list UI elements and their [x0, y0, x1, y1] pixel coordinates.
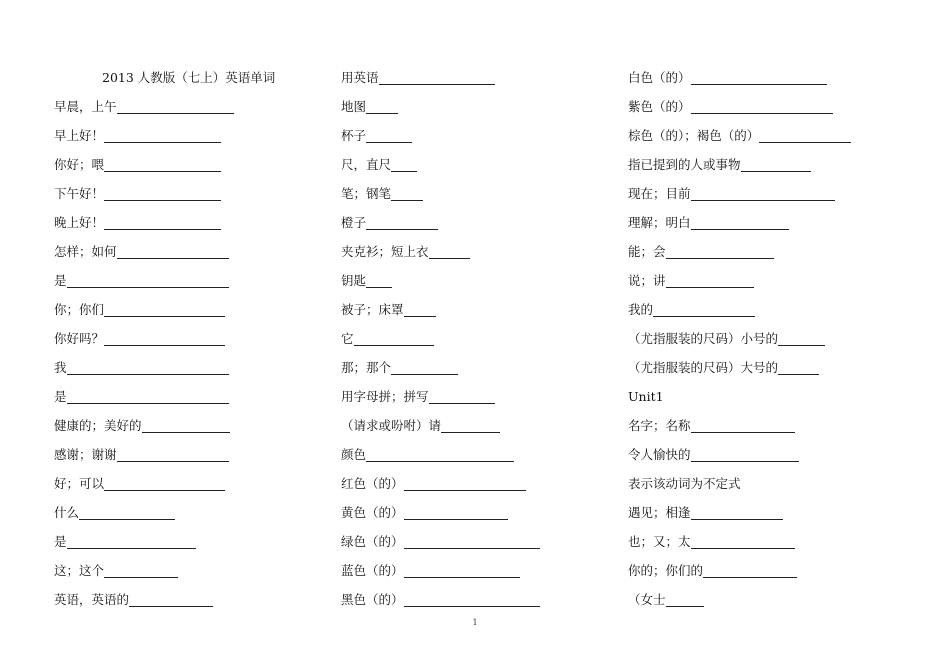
column-3 [628, 58, 918, 609]
vocab-prompt: 黑色（的） [341, 592, 404, 607]
vocab-prompt: 英语，英语的 [54, 592, 130, 607]
answer-blank [104, 332, 225, 346]
answer-blank [104, 158, 221, 172]
answer-blank [691, 216, 789, 230]
vocab-prompt: 下午好！ [54, 186, 105, 201]
vocab-line [341, 290, 606, 319]
vocab-line [628, 580, 918, 609]
answer-blank [441, 419, 500, 433]
answer-blank [666, 245, 774, 259]
vocab-line [54, 435, 324, 464]
answer-blank [691, 506, 783, 520]
vocab-line [628, 116, 918, 145]
vocab-prompt: 钥匙 [341, 273, 367, 288]
vocab-line [341, 203, 606, 232]
answer-blank [67, 390, 229, 404]
vocab-prompt: （尤指服装的尺码）大号的 [628, 360, 779, 375]
answer-blank [354, 332, 434, 346]
answer-blank [104, 564, 178, 578]
vocab-prompt: 理解；明白 [628, 215, 691, 230]
vocab-prompt: 你的；你们的 [628, 563, 704, 578]
vocab-prompt: 我 [54, 360, 67, 375]
answer-blank [117, 245, 229, 259]
vocab-line [341, 580, 606, 609]
answer-blank [429, 245, 470, 259]
column-2 [341, 58, 606, 609]
vocab-prompt: （请求或吩咐）请 [341, 418, 442, 433]
answer-blank [666, 274, 754, 288]
vocab-prompt: 令人愉快的 [628, 447, 691, 462]
vocab-prompt: 好；可以 [54, 476, 105, 491]
vocab-line [341, 116, 606, 145]
vocab-prompt: 被子；床罩 [341, 302, 404, 317]
vocab-line [628, 87, 918, 116]
vocab-line [628, 174, 918, 203]
vocab-prompt: 名字；名称 [628, 418, 691, 433]
vocab-prompt: 晚上好！ [54, 215, 105, 230]
vocab-line [341, 348, 606, 377]
answer-blank [691, 448, 799, 462]
vocab-prompt: 是 [54, 534, 67, 549]
answer-blank [741, 158, 811, 172]
vocab-line [341, 522, 606, 551]
vocab-prompt: 是 [54, 389, 67, 404]
vocab-prompt: 用字母拼；拼写 [341, 389, 429, 404]
vocab-prompt: 健康的；美好的 [54, 418, 142, 433]
vocab-line [54, 116, 324, 145]
vocab-prompt: （女士 [628, 592, 666, 607]
vocab-prompt: 绿色（的） [341, 534, 404, 549]
answer-blank [653, 303, 755, 317]
answer-blank [79, 506, 175, 520]
vocab-line [628, 261, 918, 290]
vocab-prompt: 感谢；谢谢 [54, 447, 117, 462]
vocab-prompt: 是 [54, 273, 67, 288]
answer-blank [366, 129, 412, 143]
vocab-line [341, 232, 606, 261]
vocab-line [628, 464, 918, 493]
vocab-line [628, 493, 918, 522]
answer-blank [366, 100, 398, 114]
answer-blank [404, 535, 540, 549]
vocab-prompt: 橙子 [341, 215, 367, 230]
answer-blank [366, 448, 514, 462]
answer-blank [778, 332, 825, 346]
vocab-line [341, 261, 606, 290]
answer-blank [104, 187, 221, 201]
vocab-prompt: 它 [341, 331, 354, 346]
vocab-line [341, 174, 606, 203]
vocab-prompt: 我的 [628, 302, 654, 317]
vocab-prompt: 什么 [54, 505, 80, 520]
vocab-prompt: 早上好！ [54, 128, 105, 143]
answer-blank [404, 593, 540, 607]
vocab-line [341, 464, 606, 493]
vocab-prompt: 那；那个 [341, 360, 392, 375]
vocab-prompt: Unit1 [628, 389, 664, 404]
vocab-prompt: 这；这个 [54, 563, 105, 578]
vocab-prompt: 能；会 [628, 244, 666, 259]
vocab-line [54, 377, 324, 406]
answer-blank [366, 274, 392, 288]
vocab-prompt: （尤指服装的尺码）小号的 [628, 331, 779, 346]
vocab-prompt: 怎样；如何 [54, 244, 117, 259]
vocab-line [341, 319, 606, 348]
vocab-line [54, 290, 324, 319]
vocab-prompt: 用英语 [341, 70, 379, 85]
vocab-line [341, 87, 606, 116]
vocab-prompt: 尺，直尺 [341, 157, 392, 172]
page-title-text: 2013 人教版（七上）英语单词 [102, 70, 276, 85]
vocab-prompt: 也；又；太 [628, 534, 691, 549]
vocab-line [341, 406, 606, 435]
vocab-line [628, 232, 918, 261]
answer-blank [391, 187, 423, 201]
vocab-line [54, 493, 324, 522]
vocab-line [54, 174, 324, 203]
answer-blank [67, 274, 229, 288]
vocab-line [54, 406, 324, 435]
answer-blank [379, 71, 495, 85]
vocab-prompt: 夹克衫；短上衣 [341, 244, 429, 259]
page-title [54, 58, 324, 87]
answer-blank [778, 361, 819, 375]
vocab-prompt: 杯子 [341, 128, 367, 143]
answer-blank [703, 564, 797, 578]
vocab-prompt: 你好吗？ [54, 331, 105, 346]
vocab-line [54, 232, 324, 261]
vocab-line [54, 580, 324, 609]
vocab-line [54, 261, 324, 290]
answer-blank [104, 216, 221, 230]
vocab-prompt: 遇见；相逢 [628, 505, 691, 520]
vocab-prompt: 早晨，上午 [54, 99, 117, 114]
answer-blank [67, 535, 196, 549]
vocab-line [54, 145, 324, 174]
vocab-line [341, 58, 606, 87]
answer-blank [691, 71, 827, 85]
answer-blank [117, 100, 234, 114]
vocab-prompt: 指已提到的人或事物 [628, 157, 741, 172]
answer-blank [404, 506, 508, 520]
vocab-line [54, 87, 324, 116]
vocab-line [341, 435, 606, 464]
vocab-line [54, 319, 324, 348]
vocab-prompt: 你；你们 [54, 302, 105, 317]
answer-blank [142, 419, 230, 433]
vocab-line [54, 348, 324, 377]
vocab-line [628, 551, 918, 580]
vocab-prompt: 蓝色（的） [341, 563, 404, 578]
answer-blank [366, 216, 438, 230]
vocab-prompt: 地图 [341, 99, 367, 114]
vocab-line [628, 58, 918, 87]
vocab-prompt: 棕色（的）；褐色（的） [628, 128, 760, 143]
vocab-line [628, 435, 918, 464]
vocab-prompt: 笔；钢笔 [341, 186, 392, 201]
vocab-line [628, 145, 918, 174]
vocab-line [54, 464, 324, 493]
vocab-line [54, 203, 324, 232]
vocab-line [341, 551, 606, 580]
vocab-line [628, 406, 918, 435]
vocab-prompt: 现在；目前 [628, 186, 691, 201]
vocab-line [54, 522, 324, 551]
page-number: 1 [472, 618, 478, 627]
answer-blank [691, 187, 835, 201]
vocab-line [341, 377, 606, 406]
answer-blank [404, 477, 526, 491]
vocab-prompt: 黄色（的） [341, 505, 404, 520]
answer-blank [691, 535, 795, 549]
vocab-prompt: 表示该动词为不定式 [628, 476, 741, 491]
vocab-prompt: 红色（的） [341, 476, 404, 491]
vocab-prompt: 说；讲 [628, 273, 666, 288]
vocab-prompt: 白色（的） [628, 70, 691, 85]
vocab-line [341, 145, 606, 174]
answer-blank [67, 361, 229, 375]
answer-blank [104, 129, 221, 143]
vocab-prompt: 你好；喂 [54, 157, 105, 172]
vocab-line [628, 319, 918, 348]
vocab-line [54, 551, 324, 580]
answer-blank [691, 419, 795, 433]
answer-blank [404, 564, 520, 578]
answer-blank [691, 100, 833, 114]
answer-blank [391, 158, 417, 172]
vocab-prompt: 紫色（的） [628, 99, 691, 114]
answer-blank [404, 303, 436, 317]
answer-blank [429, 390, 495, 404]
answer-blank [117, 448, 229, 462]
answer-blank [129, 593, 213, 607]
vocab-line [628, 203, 918, 232]
vocab-line [628, 377, 918, 406]
vocab-line [341, 493, 606, 522]
answer-blank [104, 303, 225, 317]
answer-blank [666, 593, 704, 607]
answer-blank [104, 477, 225, 491]
vocab-line [628, 290, 918, 319]
answer-blank [391, 361, 458, 375]
vocab-prompt: 颜色 [341, 447, 367, 462]
answer-blank [759, 129, 851, 143]
vocab-line [628, 522, 918, 551]
vocab-line [628, 348, 918, 377]
column-1 [54, 58, 324, 609]
